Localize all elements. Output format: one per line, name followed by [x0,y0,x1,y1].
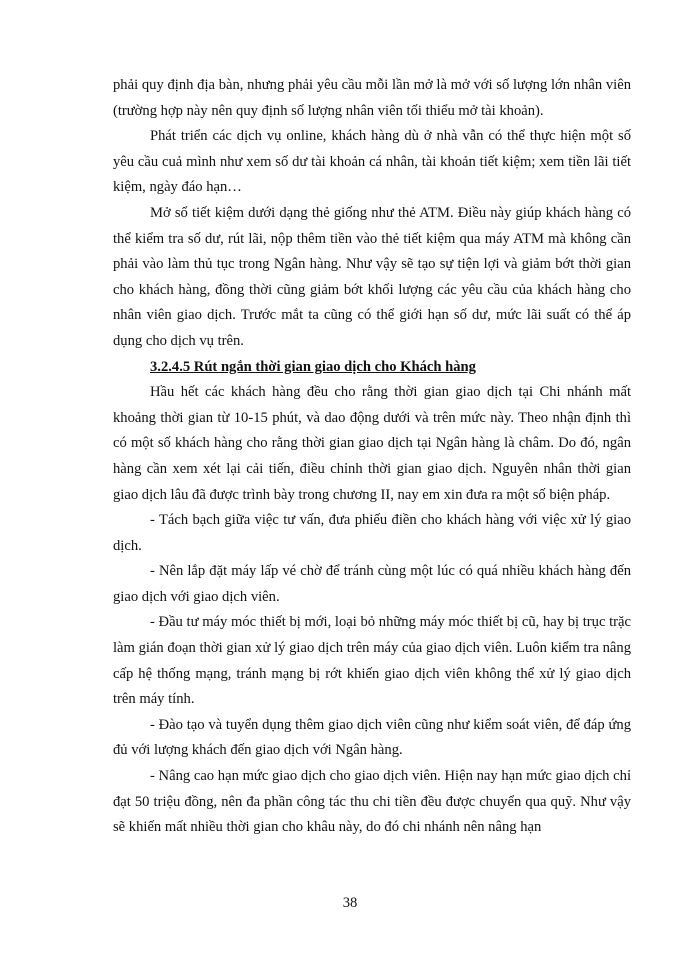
bullet-queue-ticket-machine: - Nên lắp đặt máy lấp vé chờ để tránh cùng một lúc có quá nhiều khách hàng đến giao dịch với giao dịch viên. [113,563,631,605]
bullet-raise-limit: - Nâng cao hạn mức giao dịch cho giao dịch viên. Hiện nay hạn mức giao dịch chỉ đạt 50 triệu đồng, nên đa phần công tác thu chi tiền đều được chuyển qua quỹ. Như vậy sẽ khiến mất nhiều thời gian cho khâu này, do đó chi nhánh nên nâng hạn [113,768,631,836]
paragraph-savings-card: Mở sổ tiết kiệm dưới dạng thẻ giống như thẻ ATM. Điều này giúp khách hàng có thể kiểm tra số dư, rút lãi, nộp thêm tiền vào thẻ tiết kiệm qua máy ATM mà không cần phải vào làm thủ tục trong Ngân hàng. Như vậy sẽ tạo sự tiện lợi và giảm bớt thời gian cho khách hàng, đồng thời cũng giảm bớt khối lượng các yêu cầu của khách hàng cho nhân viên giao dịch. Trước mắt ta cũng có thể giới hạn số dư, mức lãi suất có thể áp dụng cho dịch vụ trên. [113,204,631,349]
body-text [113,73,631,841]
section-heading-text: 3.2.4.5 Rút ngắn thời gian giao dịch cho Khách hàng [150,358,476,375]
bullet-separate-consulting: - Tách bạch giữa việc tư vấn, đưa phiếu điền cho khách hàng với việc xử lý giao dịch. [113,512,631,554]
section-heading [113,355,631,381]
paragraph-continuation: phải quy định địa bàn, nhưng phải yêu cầu mỗi lần mở là mở với số lượng lớn nhân viên (trường hợp này nên quy định số lượng nhân viên tối thiểu mở tài khoản). [113,77,631,119]
page-number: 38 [342,895,358,911]
paragraph-transaction-time: Hầu hết các khách hàng đều cho rằng thời gian giao dịch tại Chi nhánh mất khoảng thời gian từ 10-15 phút, và dao động dưới và trên mức này. Theo nhận định thì có một số khách hàng cho rằng thời gian giao dịch tại Ngân hàng là châm. Do đó, ngân hàng cần xem xét lại cải tiến, điều chỉnh thời gian giao dịch. Nguyên nhân thời gian giao dịch lâu đã được trình bày trong chương II, nay em xin đưa ra một số biện pháp. [113,384,631,503]
bullet-train-tellers: - Đào tạo và tuyển dụng thêm giao dịch viên cũng như kiểm soát viên, để đáp ứng đủ với lượng khách đến giao dịch với Ngân hàng. [113,716,631,759]
bullet-invest-equipment: - Đầu tư máy móc thiết bị mới, loại bỏ những máy móc thiết bị cũ, hay bị trục trặc làm gián đoạn thời gian xử lý giao dịch trên máy của giao dịch viên. Luôn kiểm tra nâng cấp hệ thống mạng, tránh mạng bị rớt khiến giao dịch viên không thể xử lý giao dịch trên máy tính. [113,614,631,708]
paragraph-online-services: Phát triển các dịch vụ online, khách hàng dù ở nhà vẫn có thể thực hiện một số yêu cầu cuả mình như xem số dư tài khoản cá nhân, tài khoản tiết kiệm; xem tiền lãi tiết kiệm, ngày đáo hạn… [113,128,631,196]
